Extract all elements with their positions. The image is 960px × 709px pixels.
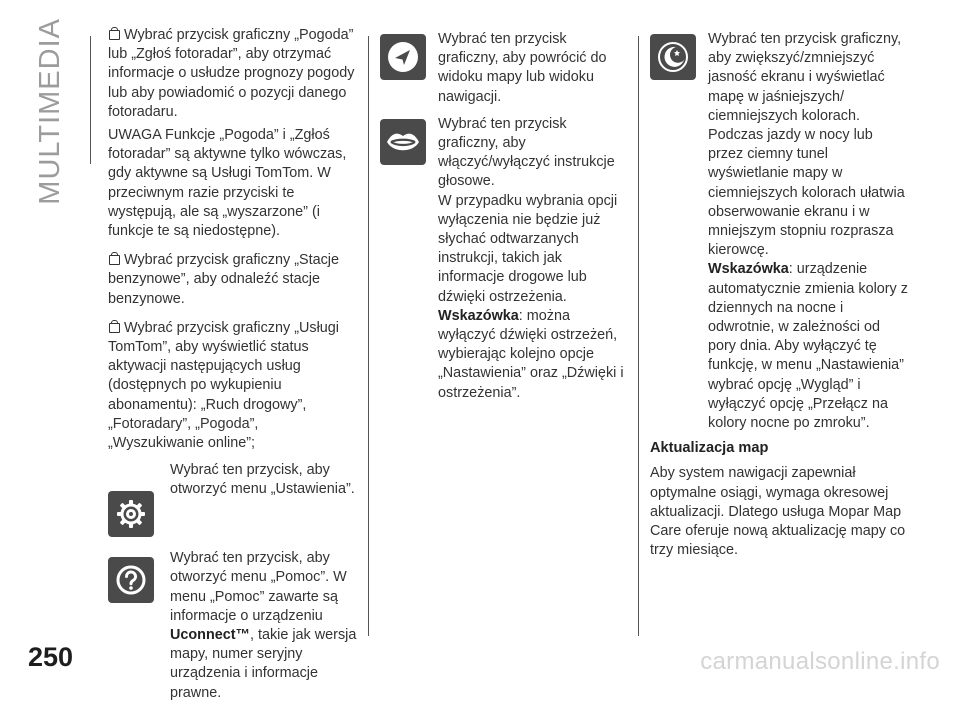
column-divider-right [638,36,639,636]
settings-row [108,461,358,537]
fuel-stations-paragraph: Wybrać przycisk graficzny „Stacje benzynowe”, aby odnaleźć stacje benzynowe. [108,252,339,307]
voice-row [380,115,630,403]
settings-gear-icon [108,491,154,537]
voice-description: Wybrać ten przycisk graficzny, aby włączyć/wyłączyć instrukcje głosowe. W przypadku wybrania opcji wyłączenia nie będzie już słychać odtwarzanych instrukcji, takich jak informacje drogowe lub dźwięki ostrzeżenia. Wskazówka: można wyłączyć dźwięki ostrzeżeń, wybierając kolejno opcje „Nastawienia” oraz „Dźwięki i ostrzeżenia”. [438,115,624,401]
back-to-map-row [380,30,630,107]
button-bullet-icon [108,28,120,40]
back-to-map-description: Wybrać ten przycisk graficzny, aby powrócić do widoku mapy lub widoku nawigacji. [438,31,607,105]
column-divider-left [90,36,91,164]
night-moon-icon [650,34,696,80]
note-paragraph: UWAGA Funkcje „Pogoda” i „Zgłoś fotoradar” są aktywne tylko wówczas, gdy aktywne są Usługi TomTom. W przeciwnym razie przyciski te występują, ale są „wyszarzone” (i funkcje te są niedostępne). [108,127,347,240]
column-2 [380,30,630,409]
settings-description: Wybrać ten przycisk, aby otworzyć menu „Ustawienia”. [170,462,355,498]
help-question-icon [108,557,154,603]
map-update-heading: Aktualizacja map [650,440,769,457]
watermark: carmanualsonline.info [700,648,940,675]
page-number: 250 [28,642,74,672]
column-1 [108,26,358,709]
back-arrow-icon [380,34,426,80]
button-bullet-icon [108,321,120,333]
column-divider-middle [368,36,369,636]
weather-paragraph: Wybrać przycisk graficzny „Pogoda” lub „Zgłoś fotoradar”, aby otrzymać informacje o usłudze prognozy pogody lub aby powiadomić o pozycji danego fotoradaru. [108,27,355,120]
section-title: MULTIMEDIA [33,18,66,205]
map-update-paragraph: Aby system nawigacji zapewniał optymalne osiągi, wymaga okresowej aktualizacji. Dlatego usługa Mopar Map Care oferuje nową aktualizację mapy co trzy miesiące. [650,465,906,559]
help-row [108,549,358,703]
night-mode-description: Wybrać ten przycisk graficzny, aby zwiększyć/zmniejszyć jasność ekranu i wyświetlać mapę w jaśniejszych/ ciemniejszych kolorach. Podczas jazdy w nocy lub przez ciemny tunel wyświetlanie mapy w ciemniejszych kolorach ułatwia obserwowanie ekranu i w mniejszym stopniu rozprasza kierowcę. Wskazówka: urządzenie automatycznie zmienia kolory z dziennych na nocne i odwrotnie, w zależności od pory dnia. Aby wyłączyć tę funkcję, w menu „Nastawienia” wybrać opcję „Wygląd” i wyłączyć opcję „Przełącz na kolory nocne po zmroku”. [708,31,908,432]
night-mode-row [650,30,910,433]
column-3 [650,30,910,564]
help-description: Wybrać ten przycisk, aby otworzyć menu „Pomoc”. W menu „Pomoc” zawarte są informacje o urządzeniu Uconnect™, takie jak wersja mapy, numer seryjny urządzenia i informacje prawne. [170,550,357,701]
button-bullet-icon [108,253,120,265]
tomtom-services-paragraph: Wybrać przycisk graficzny „Usługi TomTom”, aby wyświetlić status aktywacji następujących usług (dostępnych po wykupieniu abonamentu): „Ruch drogowy”, „Fotoradary”, „Pogoda”, „Wyszukiwanie online”; [108,319,339,452]
voice-lips-icon [380,119,426,165]
